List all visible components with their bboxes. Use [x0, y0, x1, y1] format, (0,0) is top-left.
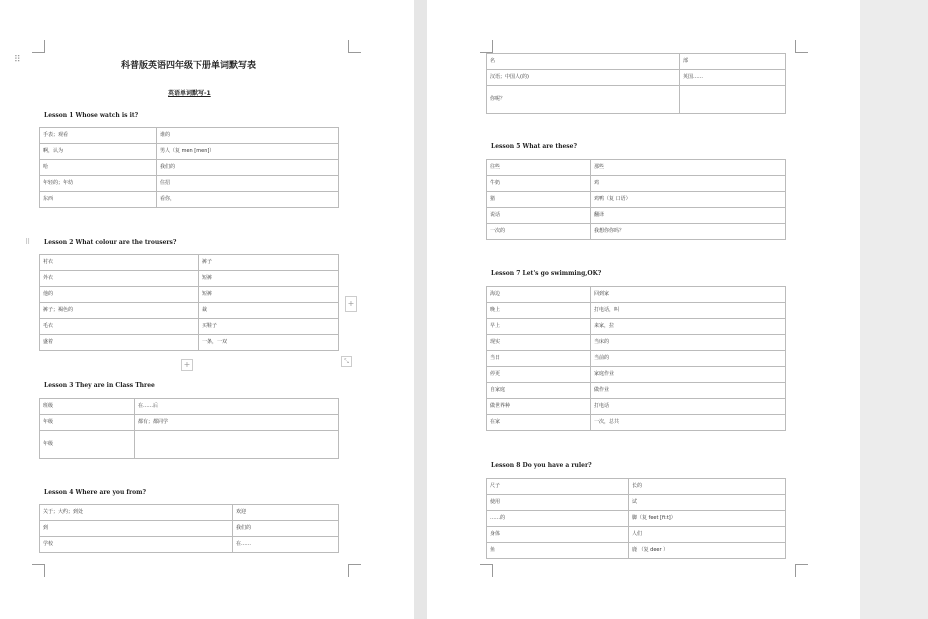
table-cell[interactable]: ……的: [487, 511, 629, 527]
table-row: [487, 86, 786, 114]
table-cell[interactable]: [135, 431, 339, 459]
table-cell[interactable]: 当日: [487, 351, 591, 367]
table-row: [487, 511, 786, 527]
table-cell[interactable]: 当前的: [591, 351, 786, 367]
add-column-button[interactable]: +: [345, 296, 357, 312]
crop-mark: [795, 564, 808, 577]
table-cell[interactable]: [680, 86, 786, 114]
table-cell[interactable]: 身体: [487, 527, 629, 543]
table-cell[interactable]: 晚上: [487, 303, 591, 319]
crop-mark: [32, 564, 45, 577]
table-cell[interactable]: 脚（复 feet [fi:t]）: [629, 511, 786, 527]
table-cell[interactable]: 回到家: [591, 287, 786, 303]
table-cell[interactable]: 在……: [233, 537, 339, 553]
table-cell[interactable]: 年级: [40, 431, 135, 459]
table-cell[interactable]: 英国……: [680, 70, 786, 86]
table-row: [487, 543, 786, 559]
table-row: [40, 399, 339, 415]
table-cell[interactable]: 使用: [487, 495, 629, 511]
table-row: [40, 128, 339, 144]
table-row: [487, 208, 786, 224]
table-row: [40, 271, 339, 287]
table-row: [487, 335, 786, 351]
table-cell[interactable]: 欢迎: [233, 505, 339, 521]
table-row: [40, 192, 339, 208]
workspace-background: [860, 0, 928, 619]
word-table: [39, 398, 339, 459]
table-row: [40, 505, 339, 521]
table-cell[interactable]: 汉语；中国人(的): [487, 70, 680, 86]
table-cell[interactable]: 鸡: [591, 176, 786, 192]
table-cell[interactable]: 那些: [591, 160, 786, 176]
table-row: [487, 351, 786, 367]
table-cell[interactable]: 一次，总共: [591, 415, 786, 431]
word-table: [486, 159, 786, 240]
table-cell[interactable]: 牛奶: [487, 176, 591, 192]
table-cell[interactable]: 你呢？: [487, 86, 680, 114]
crop-mark: [795, 40, 808, 53]
table-row: [487, 367, 786, 383]
lesson-heading: Lesson 1 Whose watch is it?: [44, 112, 139, 119]
table-row: [40, 255, 339, 271]
table-cell[interactable]: 都有；都同学: [135, 415, 339, 431]
word-table: [486, 53, 786, 114]
table-row: [40, 335, 339, 351]
document-page-2: [427, 0, 860, 619]
table-row: [40, 160, 339, 176]
table-row: [40, 303, 339, 319]
table-cell[interactable]: 在……后: [135, 399, 339, 415]
word-table: [486, 286, 786, 431]
table-cell[interactable]: 做作业: [591, 383, 786, 399]
table-cell[interactable]: 衬衣: [40, 255, 199, 271]
table-row: [40, 319, 339, 335]
table-cell[interactable]: 啊，认为: [40, 144, 157, 160]
table-cell[interactable]: 手表；观看: [40, 128, 157, 144]
table-cell[interactable]: 到: [40, 521, 233, 537]
table-cell[interactable]: 裤子；褐色的: [40, 303, 199, 319]
table-cell[interactable]: 往些: [487, 160, 591, 176]
table-row: [487, 70, 786, 86]
table-row: [487, 192, 786, 208]
word-table: [39, 127, 339, 208]
table-cell[interactable]: 早上: [487, 319, 591, 335]
table-cell[interactable]: 谁的: [157, 128, 339, 144]
table-cell[interactable]: 盛着: [40, 335, 199, 351]
word-table: [486, 478, 786, 559]
table-cell[interactable]: 鱼: [487, 543, 629, 559]
table-row: [487, 303, 786, 319]
table-cell[interactable]: 翻译: [591, 208, 786, 224]
table-cell[interactable]: 打电话: [591, 399, 786, 415]
table-cell[interactable]: 男人（复 men [men]）: [157, 144, 339, 160]
table-cell[interactable]: 长的: [629, 479, 786, 495]
table-row: [487, 527, 786, 543]
table-row: [40, 176, 339, 192]
table-cell[interactable]: 自家庭: [487, 383, 591, 399]
table-cell[interactable]: 试: [629, 495, 786, 511]
table-cell[interactable]: 猪: [487, 192, 591, 208]
table-row: [487, 319, 786, 335]
table-cell[interactable]: 当床的: [591, 335, 786, 351]
table-cell[interactable]: 裁: [199, 303, 339, 319]
table-cell[interactable]: 在家: [487, 415, 591, 431]
crop-mark: [348, 564, 361, 577]
table-cell[interactable]: 打电话，叫: [591, 303, 786, 319]
crop-mark: [480, 40, 493, 53]
table-cell[interactable]: 买鞋子: [199, 319, 339, 335]
crop-mark: [32, 40, 45, 53]
table-cell[interactable]: 海边: [487, 287, 591, 303]
table-cell[interactable]: 来家，拉: [591, 319, 786, 335]
table-cell[interactable]: 一次的: [487, 224, 591, 240]
lesson-heading: Lesson 4 Where are you from?: [44, 489, 146, 496]
table-row: [487, 495, 786, 511]
table-row: [487, 287, 786, 303]
table-cell[interactable]: 毛衣: [40, 319, 199, 335]
table-row: [487, 399, 786, 415]
table-row: [40, 144, 339, 160]
table-cell[interactable]: 停更: [487, 367, 591, 383]
table-cell[interactable]: 一条，一双: [199, 335, 339, 351]
table-cell[interactable]: 短裤: [199, 271, 339, 287]
table-cell[interactable]: 班级: [40, 399, 135, 415]
table-cell[interactable]: 外衣: [40, 271, 199, 287]
table-cell[interactable]: 关于；大约；到处: [40, 505, 233, 521]
table-row: [487, 479, 786, 495]
table-cell[interactable]: 部: [680, 54, 786, 70]
document-page-1: [0, 0, 414, 619]
table-cell[interactable]: 鹿 （复 deer ）: [629, 543, 786, 559]
crop-mark: [480, 564, 493, 577]
table-cell[interactable]: 年级: [40, 415, 135, 431]
table-cell[interactable]: 裤子: [199, 255, 339, 271]
table-cell[interactable]: 他的: [40, 287, 199, 303]
table-row: [487, 383, 786, 399]
table-handle-icon[interactable]: ⠿: [25, 238, 31, 246]
lesson-heading: Lesson 8 Do you have a ruler?: [491, 462, 592, 469]
table-row: [40, 287, 339, 303]
table-row: [487, 224, 786, 240]
table-resize-icon[interactable]: ⤡: [341, 356, 352, 367]
table-cell[interactable]: 短裤: [199, 287, 339, 303]
table-row: [40, 521, 339, 537]
table-cell[interactable]: 学校: [40, 537, 233, 553]
move-handle-icon[interactable]: ⠿: [14, 55, 21, 65]
table-row: [487, 176, 786, 192]
table-cell[interactable]: 人们: [629, 527, 786, 543]
table-cell[interactable]: 鸡鸭（复 口语）: [591, 192, 786, 208]
table-row: [40, 415, 339, 431]
table-cell[interactable]: 年轻的；年幼: [40, 176, 157, 192]
table-cell[interactable]: 尺子: [487, 479, 629, 495]
table-cell[interactable]: 说话: [487, 208, 591, 224]
table-cell[interactable]: 东西: [40, 192, 157, 208]
add-row-button[interactable]: +: [181, 359, 193, 371]
table-row: [487, 54, 786, 70]
word-table: [39, 254, 339, 351]
lesson-heading: Lesson 5 What are these?: [491, 143, 577, 150]
lesson-heading: Lesson 2 What colour are the trousers?: [44, 239, 177, 246]
table-row: [40, 431, 339, 459]
word-table: [39, 504, 339, 553]
lesson-heading: Lesson 3 They are in Class Three: [44, 382, 155, 389]
table-cell[interactable]: 哈: [40, 160, 157, 176]
table-cell[interactable]: 做世界种: [487, 399, 591, 415]
lesson-heading: Lesson 7 Let's go swimming,OK?: [491, 270, 602, 277]
table-row: [40, 537, 339, 553]
table-cell[interactable]: 我们的: [157, 160, 339, 176]
table-cell[interactable]: 看你，: [157, 192, 339, 208]
table-cell[interactable]: 我想你你吗？: [591, 224, 786, 240]
table-cell[interactable]: 现实: [487, 335, 591, 351]
section-title: 英语单词默写-1: [168, 90, 211, 97]
table-cell[interactable]: 住招: [157, 176, 339, 192]
table-row: [487, 415, 786, 431]
crop-mark: [348, 40, 361, 53]
document-title: 科普版英语四年级下册单词默写表: [121, 61, 257, 71]
table-row: [487, 160, 786, 176]
table-cell[interactable]: 我们的: [233, 521, 339, 537]
table-cell[interactable]: 名: [487, 54, 680, 70]
table-cell[interactable]: 家庭作业: [591, 367, 786, 383]
